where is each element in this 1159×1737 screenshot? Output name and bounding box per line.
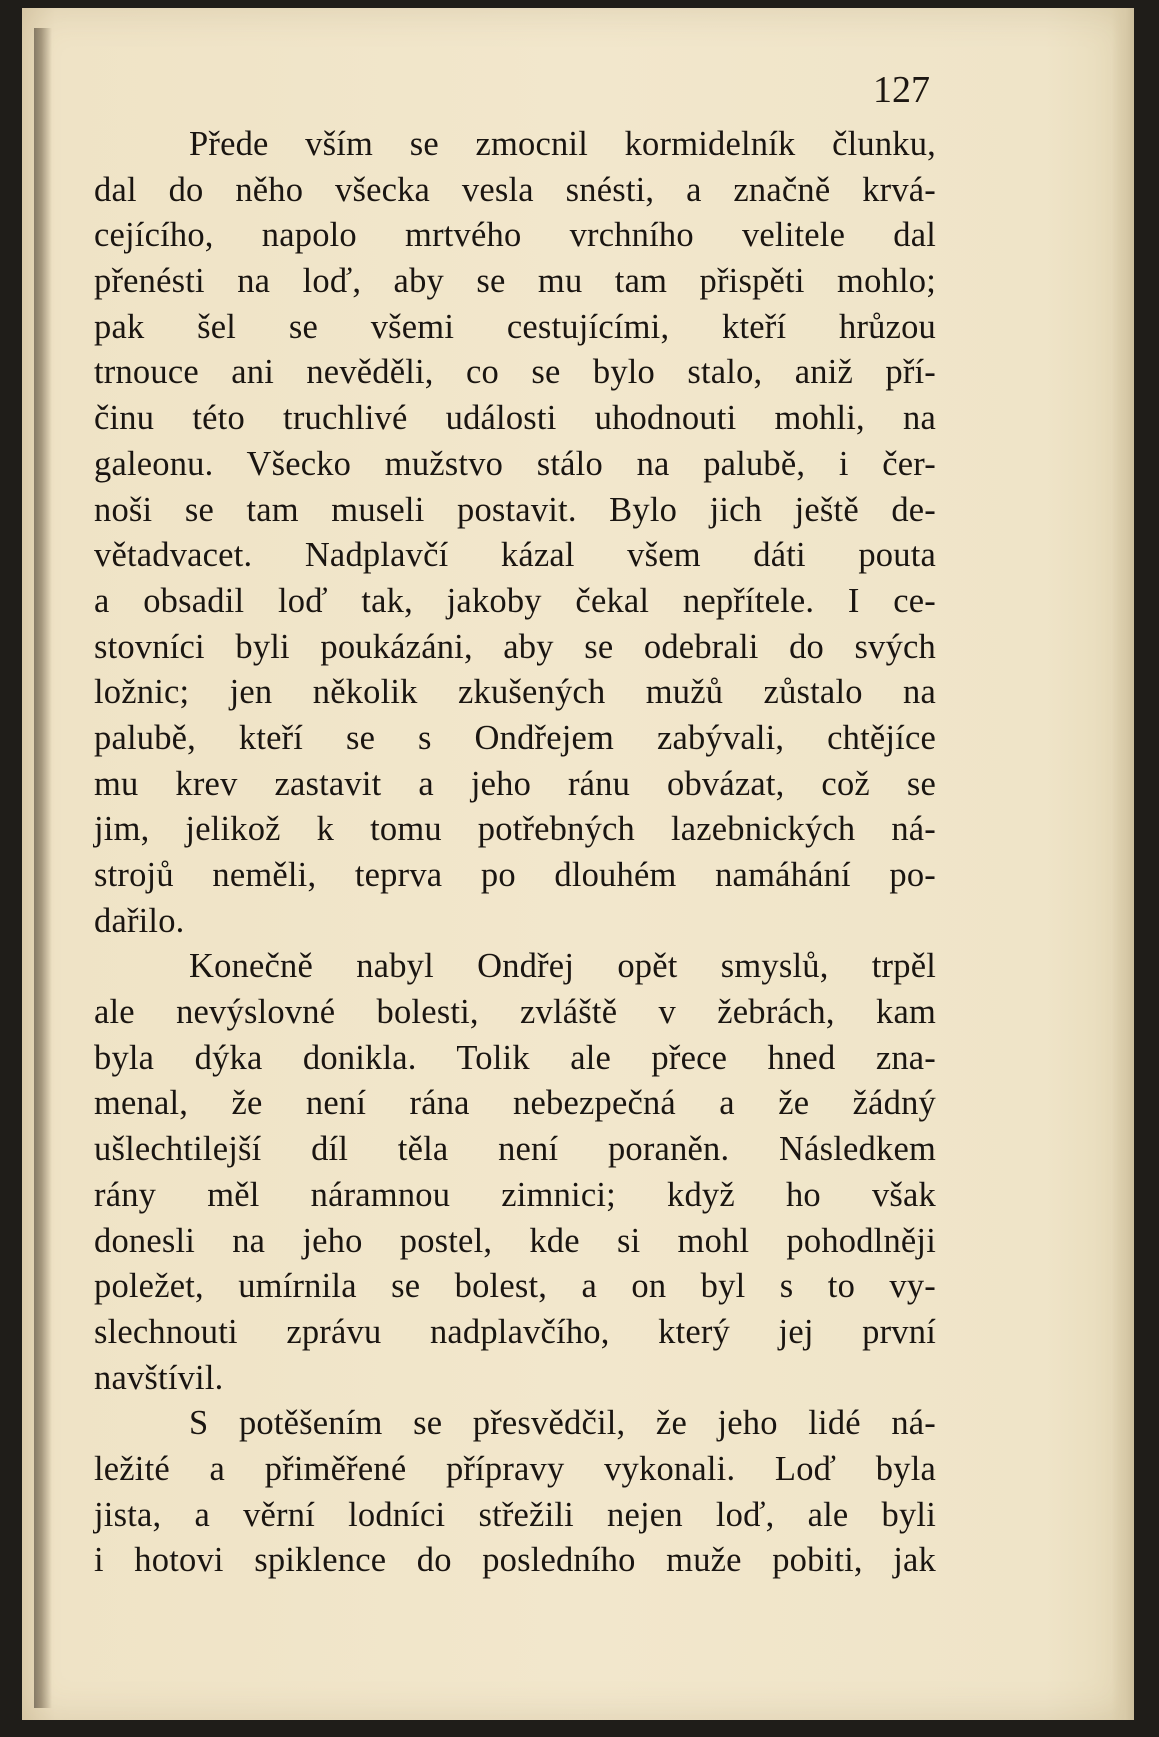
text-line: rány měl náramnou zimnici; když ho však xyxy=(94,1175,936,1214)
text-line: Konečně nabyl Ondřej opět smyslů, trpěl xyxy=(189,947,936,986)
text-line: Přede vším se zmocnil kormidelník člunku, xyxy=(189,125,936,163)
text-line: strojů neměli, teprva po dlouhém namáhání po- xyxy=(94,856,936,894)
text-line: dařilo. xyxy=(94,901,185,940)
text-line: ušlechtilejší díl těla není poraněn. Následkem xyxy=(94,1130,936,1169)
text-line: ale nevýslovné bolesti, zvláště v žebrách, kam xyxy=(94,993,936,1032)
body-text xyxy=(94,122,936,1584)
text-line: menal, že není rána nebezpečná a že žádný xyxy=(94,1084,936,1123)
binding-gutter xyxy=(34,28,52,1708)
page-edge-shadow xyxy=(1112,8,1134,1720)
text-line: trnouce ani nevěděli, co se bylo stalo, aniž pří- xyxy=(94,353,936,392)
text-line: poležet, umírnila se bolest, a on byl s to vy- xyxy=(94,1267,936,1306)
text-line: přenésti na loď, aby se mu tam přispěti mohlo; xyxy=(94,262,936,301)
text-line: ložnic; jen několik zkušených mužů zůstalo na xyxy=(94,673,936,712)
text-line: ležité a přiměřené přípravy vykonali. Loď byla xyxy=(94,1449,936,1488)
text-line: i hotovi spiklence do posledního muže pobiti, jak xyxy=(94,1541,936,1580)
text-line: slechnouti zprávu nadplavčího, který jej první xyxy=(94,1312,936,1351)
text-line: donesli na jeho postel, kde si mohl pohodlněji xyxy=(94,1221,936,1260)
text-line: byla dýka donikla. Tolik ale přece hned zna- xyxy=(94,1038,936,1077)
text-line: dal do něho všecka vesla snésti, a značně krvá- xyxy=(94,170,936,209)
text-line: mu krev zastavit a jeho ránu obvázat, což se xyxy=(94,764,936,803)
text-line: stovníci byli poukázáni, aby se odebrali do svých xyxy=(94,627,936,666)
text-line: S potěšením se přesvědčil, že jeho lidé ná- xyxy=(189,1404,936,1443)
text-line: navštívil. xyxy=(94,1358,224,1397)
text-line: činu této truchlivé události uhodnouti mohli, na xyxy=(94,399,936,438)
text-line: jim, jelikož k tomu potřebných lazebnických ná- xyxy=(94,810,936,849)
text-line: jista, a věrní lodníci střežili nejen loď, ale byli xyxy=(94,1495,936,1534)
text-line: pak šel se všemi cestujícími, kteří hrůzou xyxy=(94,307,936,346)
text-line: cejícího, napolo mrtvého vrchního velitele dal xyxy=(94,216,936,255)
text-line: a obsadil loď tak, jakoby čekal nepřítele. I ce- xyxy=(94,581,936,620)
text-line: palubě, kteří se s Ondřejem zabývali, chtějíce xyxy=(94,718,936,757)
text-line: galeonu. Všecko mužstvo stálo na palubě, i čer- xyxy=(94,444,936,483)
text-line: větadvacet. Nadplavčí kázal všem dáti pouta xyxy=(94,536,936,575)
page-number: 127 xyxy=(873,69,930,111)
text-line: noši se tam museli postavit. Bylo jich ještě de- xyxy=(94,490,936,529)
